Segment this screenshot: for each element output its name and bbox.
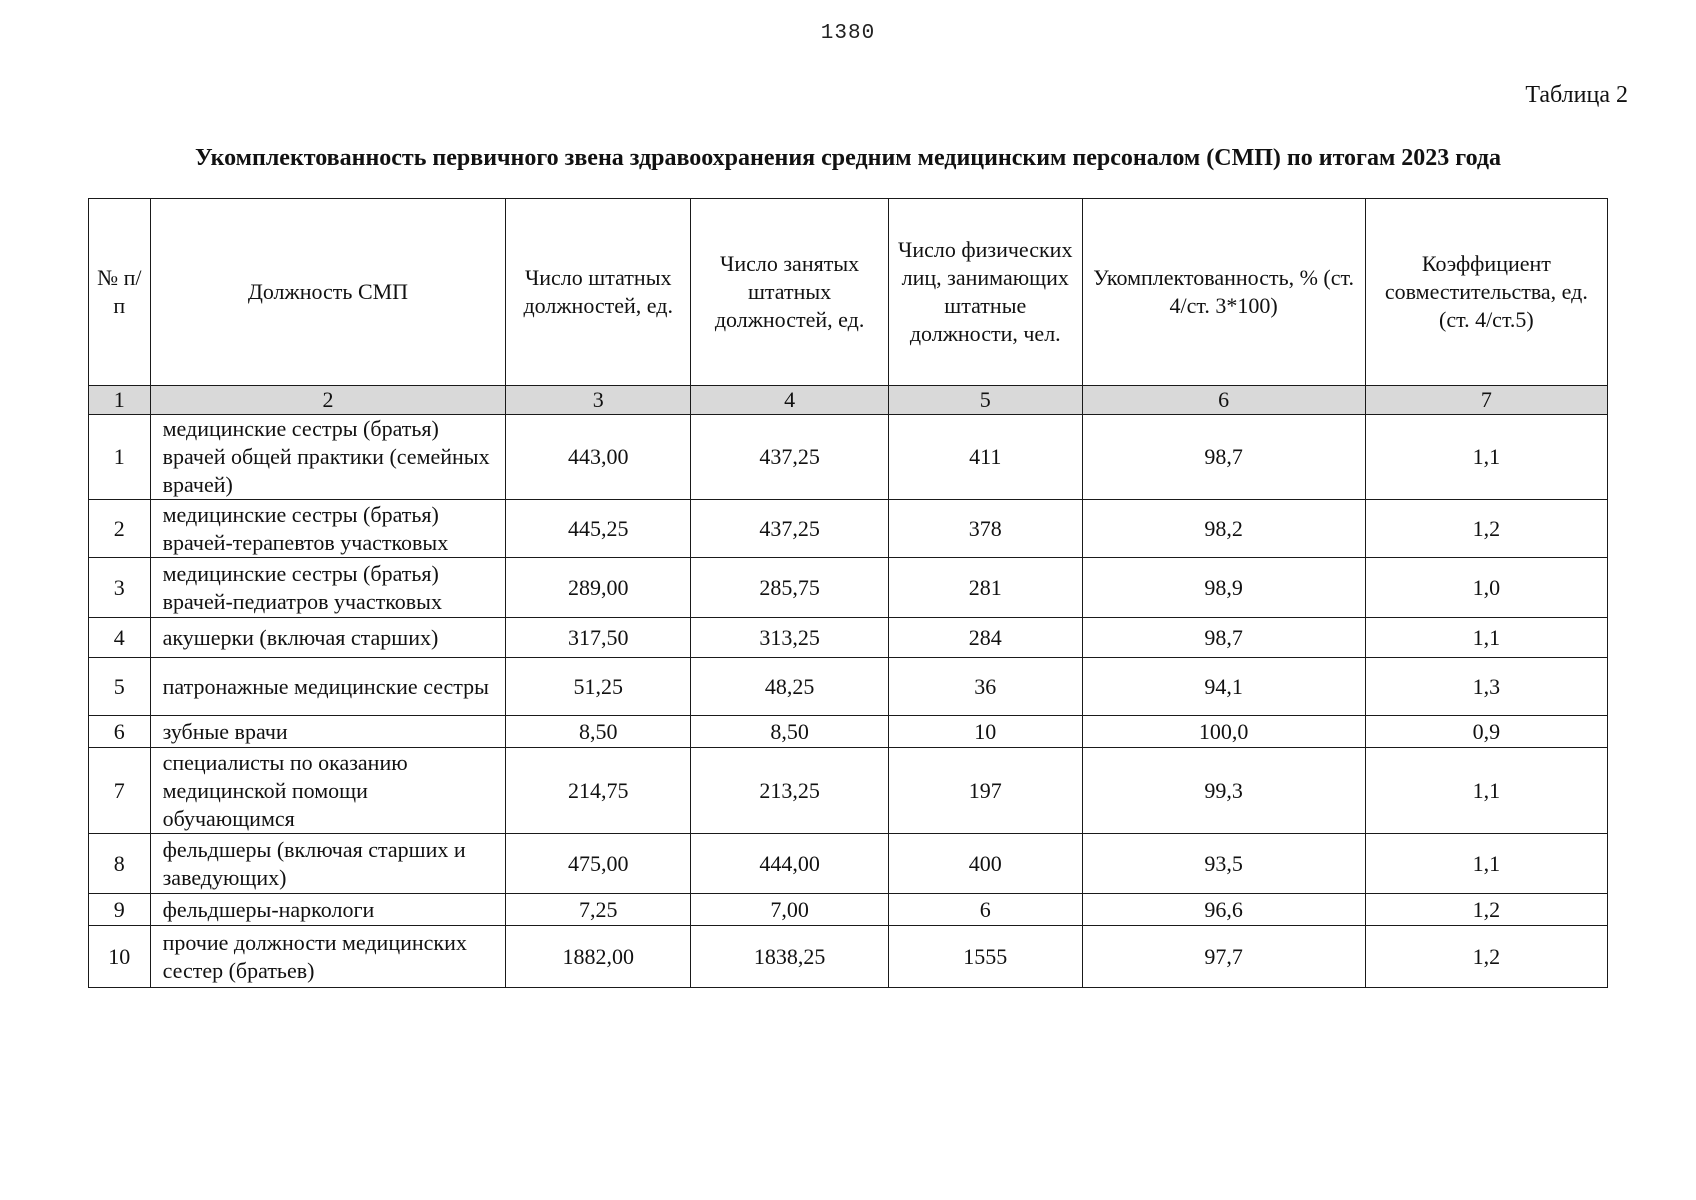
combination-ratio: 1,0 bbox=[1365, 558, 1607, 618]
staffing-table bbox=[88, 198, 1608, 988]
table-row bbox=[89, 558, 1608, 618]
individuals: 378 bbox=[889, 500, 1083, 558]
staff-positions: 443,00 bbox=[506, 415, 691, 500]
individuals: 1555 bbox=[889, 926, 1083, 988]
individuals: 400 bbox=[889, 834, 1083, 894]
column-header: Число физических лиц, занимающих штатные должности, чел. bbox=[889, 199, 1083, 386]
combination-ratio: 1,1 bbox=[1365, 618, 1607, 658]
table-row bbox=[89, 500, 1608, 558]
table-header-row bbox=[89, 199, 1608, 386]
row-number: 6 bbox=[89, 716, 151, 748]
row-number: 10 bbox=[89, 926, 151, 988]
combination-ratio: 0,9 bbox=[1365, 716, 1607, 748]
position-name: фельдшеры-наркологи bbox=[150, 894, 506, 926]
staff-positions: 317,50 bbox=[506, 618, 691, 658]
column-header: Должность СМП bbox=[150, 199, 506, 386]
column-number: 6 bbox=[1082, 386, 1365, 415]
combination-ratio: 1,1 bbox=[1365, 834, 1607, 894]
row-number: 4 bbox=[89, 618, 151, 658]
position-name: прочие должности медицинских сестер (братьев) bbox=[150, 926, 506, 988]
column-header: Коэффициент совместительства, ед. (ст. 4/ст.5) bbox=[1365, 199, 1607, 386]
column-number: 2 bbox=[150, 386, 506, 415]
combination-ratio: 1,2 bbox=[1365, 500, 1607, 558]
occupied-positions: 7,00 bbox=[691, 894, 889, 926]
row-number: 8 bbox=[89, 834, 151, 894]
staffing-percent: 94,1 bbox=[1082, 658, 1365, 716]
individuals: 6 bbox=[889, 894, 1083, 926]
table-row bbox=[89, 834, 1608, 894]
combination-ratio: 1,2 bbox=[1365, 894, 1607, 926]
combination-ratio: 1,3 bbox=[1365, 658, 1607, 716]
table-row bbox=[89, 716, 1608, 748]
individuals: 197 bbox=[889, 748, 1083, 834]
column-number: 7 bbox=[1365, 386, 1607, 415]
position-name: медицинские сестры (братья) врачей-педиатров участковых bbox=[150, 558, 506, 618]
individuals: 36 bbox=[889, 658, 1083, 716]
staffing-percent: 99,3 bbox=[1082, 748, 1365, 834]
column-number: 1 bbox=[89, 386, 151, 415]
column-number: 5 bbox=[889, 386, 1083, 415]
staffing-percent: 98,7 bbox=[1082, 415, 1365, 500]
staff-positions: 51,25 bbox=[506, 658, 691, 716]
occupied-positions: 437,25 bbox=[691, 415, 889, 500]
combination-ratio: 1,2 bbox=[1365, 926, 1607, 988]
column-number-row bbox=[89, 386, 1608, 415]
page-number: 1380 bbox=[820, 22, 876, 45]
occupied-positions: 8,50 bbox=[691, 716, 889, 748]
occupied-positions: 48,25 bbox=[691, 658, 889, 716]
column-number: 4 bbox=[691, 386, 889, 415]
position-name: медицинские сестры (братья) врачей общей практики (семейных врачей) bbox=[150, 415, 506, 500]
combination-ratio: 1,1 bbox=[1365, 415, 1607, 500]
table-row bbox=[89, 415, 1608, 500]
column-header: Число штатных должностей, ед. bbox=[506, 199, 691, 386]
occupied-positions: 1838,25 bbox=[691, 926, 889, 988]
staff-positions: 214,75 bbox=[506, 748, 691, 834]
staffing-percent: 98,9 bbox=[1082, 558, 1365, 618]
row-number: 5 bbox=[89, 658, 151, 716]
column-header: Число занятых штатных должностей, ед. bbox=[691, 199, 889, 386]
occupied-positions: 213,25 bbox=[691, 748, 889, 834]
row-number: 3 bbox=[89, 558, 151, 618]
column-number: 3 bbox=[506, 386, 691, 415]
position-name: акушерки (включая старших) bbox=[150, 618, 506, 658]
table-row bbox=[89, 894, 1608, 926]
staff-positions: 1882,00 bbox=[506, 926, 691, 988]
table-row bbox=[89, 658, 1608, 716]
position-name: медицинские сестры (братья) врачей-терапевтов участковых bbox=[150, 500, 506, 558]
occupied-positions: 444,00 bbox=[691, 834, 889, 894]
combination-ratio: 1,1 bbox=[1365, 748, 1607, 834]
position-name: патронажные медицинские сестры bbox=[150, 658, 506, 716]
occupied-positions: 285,75 bbox=[691, 558, 889, 618]
individuals: 281 bbox=[889, 558, 1083, 618]
position-name: фельдшеры (включая старших и заведующих) bbox=[150, 834, 506, 894]
staff-positions: 289,00 bbox=[506, 558, 691, 618]
individuals: 411 bbox=[889, 415, 1083, 500]
position-name: зубные врачи bbox=[150, 716, 506, 748]
document-title: Укомплектованность первичного звена здравоохранения средним медицинским персоналом (СМП) по итогам 2023 года bbox=[194, 145, 1502, 171]
table-row bbox=[89, 618, 1608, 658]
row-number: 1 bbox=[89, 415, 151, 500]
table-label: Таблица 2 bbox=[1525, 82, 1628, 108]
staff-positions: 475,00 bbox=[506, 834, 691, 894]
occupied-positions: 313,25 bbox=[691, 618, 889, 658]
table-row bbox=[89, 748, 1608, 834]
staffing-percent: 93,5 bbox=[1082, 834, 1365, 894]
individuals: 10 bbox=[889, 716, 1083, 748]
row-number: 9 bbox=[89, 894, 151, 926]
position-name: специалисты по оказанию медицинской помощи обучающимся bbox=[150, 748, 506, 834]
column-header: Укомплектованность, % (ст. 4/ст. 3*100) bbox=[1082, 199, 1365, 386]
row-number: 2 bbox=[89, 500, 151, 558]
column-header: № п/п bbox=[89, 199, 151, 386]
staffing-percent: 97,7 bbox=[1082, 926, 1365, 988]
occupied-positions: 437,25 bbox=[691, 500, 889, 558]
row-number: 7 bbox=[89, 748, 151, 834]
staff-positions: 7,25 bbox=[506, 894, 691, 926]
table-row bbox=[89, 926, 1608, 988]
staff-positions: 8,50 bbox=[506, 716, 691, 748]
staffing-percent: 100,0 bbox=[1082, 716, 1365, 748]
staffing-percent: 96,6 bbox=[1082, 894, 1365, 926]
individuals: 284 bbox=[889, 618, 1083, 658]
staffing-percent: 98,7 bbox=[1082, 618, 1365, 658]
staff-positions: 445,25 bbox=[506, 500, 691, 558]
staffing-percent: 98,2 bbox=[1082, 500, 1365, 558]
